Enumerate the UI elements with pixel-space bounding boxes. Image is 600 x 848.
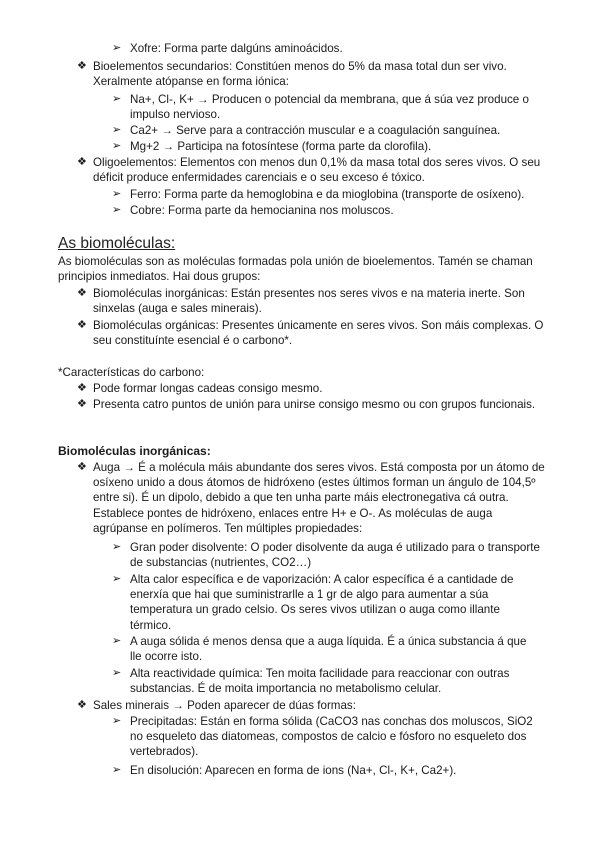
arrow-bullet-icon: ➢ (112, 715, 122, 727)
arrow-bullet-icon: ➢ (112, 764, 122, 776)
arrow-bullet-icon: ➢ (112, 42, 122, 54)
list-item-organicas: Biomoléculas orgánicas: Presentes únicamente en seres vivos. Son máis complexas. O seu constituínte esencial é o carbono*. (93, 319, 544, 348)
arrow-bullet-icon: ➢ (112, 635, 122, 647)
arrow-bullet-icon: ➢ (112, 124, 122, 136)
diamond-bullet-icon: ❖ (77, 287, 87, 299)
section-heading-biomoleculas: As biomoléculas: (58, 235, 176, 252)
list-item-secundarios: Bioelementos secundarios: Constitúen menos do 5% da masa total dun ser vivo. Xeralmente atópanse en forma iónica: (93, 60, 507, 89)
arrow-bullet-icon: ➢ (112, 573, 122, 585)
arrow-bullet-icon: ➢ (112, 140, 122, 152)
list-item-auga: Auga → É a molécula máis abundante dos seres vivos. Está composta por un átomo de osíxeno unido a dous átomos de hidróxeno (estes últimos forman un ángulo de 104,5º entre si). É un dipolo, debido a que ten unha parte máis electronegativa cá outra. Establece pontes de hidróxeno, enlaces entre H+ e O-. As moléculas de auga agrúpanse en polímeros. Ten múltiples propiedades: (93, 461, 545, 535)
list-item-solida: A auga sólida é menos densa que a auga líquida. É a única substancia á que lle ocorre isto. (130, 635, 527, 664)
carbono-title: *Características do carbono: (58, 366, 205, 379)
arrow-bullet-icon: ➢ (112, 93, 122, 105)
list-item-ca: Ca2+ → Serve para a contracción muscular e a coagulación sanguínea. (130, 124, 501, 137)
list-item-disolvente: Gran poder disolvente: O poder disolvente da auga é utilizado para o transporte de substancias (nutrientes, CO2…) (130, 541, 540, 570)
list-item-precipitadas: Precipitadas: Están en forma sólida (CaCO3 nas conchas dos moluscos, SiO2 no esqueleto das diatomeas, compostos de calcio e fósforo no esqueleto dos vertebrados). (130, 715, 533, 759)
diamond-bullet-icon: ❖ (77, 156, 87, 168)
diamond-bullet-icon: ❖ (77, 398, 87, 410)
list-item-ferro: Ferro: Forma parte da hemoglobina e da mioglobina (transporte de osíxeno). (130, 188, 525, 201)
arrow-bullet-icon: ➢ (112, 667, 122, 679)
diamond-bullet-icon: ❖ (77, 699, 87, 711)
arrow-bullet-icon: ➢ (112, 204, 122, 216)
list-item-disolucion: En disolución: Aparecen en forma de ions (Na+, Cl-, K+, Ca2+). (130, 764, 457, 777)
biomoleculas-intro: As biomoléculas son as moléculas formadas pola unión de bioelementos. Tamén se chaman principios inmediatos. Hai dous grupos: (58, 255, 533, 284)
list-item-carbono-1: Pode formar longas cadeas consigo mesmo. (93, 382, 323, 395)
arrow-bullet-icon: ➢ (112, 188, 122, 200)
list-item-carbono-2: Presenta catro puntos de unión para unirse consigo mesmo ou con grupos funcionais. (93, 398, 536, 411)
diamond-bullet-icon: ❖ (77, 382, 87, 394)
list-item-na: Na+, Cl-, K+ → Producen o potencial da membrana, que á súa vez produce o impulso nervioso. (130, 93, 529, 122)
list-item-calor: Alta calor específica e de vaporización: A calor específica é a cantidade de enerxía que hai que suministrarlle a 1 gr de algo para aumentar a súa temperatura un grado celsio. Os seres vivos utilizan o auga como illante térmico. (130, 573, 514, 632)
diamond-bullet-icon: ❖ (77, 60, 87, 72)
list-item-mg: Mg+2 → Participa na fotosíntese (forma parte da clorofila). (130, 140, 432, 153)
list-item-cobre: Cobre: Forma parte da hemocianina nos moluscos. (130, 204, 394, 217)
list-item-inorganicas: Biomoléculas inorgánicas: Están presentes nos seres vivos e na materia inerte. Son sinxelas (auga e sales minerais). (93, 287, 525, 316)
list-item-reactividade: Alta reactividade química: Ten moita facilidade para reaccionar con outras substancias. É de moita importancia no metabolismo celular. (130, 667, 510, 696)
list-item-xofre: Xofre: Forma parte dalgúns aminoácidos. (130, 42, 343, 55)
section-heading-inorganicas: Biomoléculas inorgánicas: (58, 444, 211, 458)
list-item-sales: Sales minerais → Poden aparecer de dúas formas: (93, 699, 356, 712)
diamond-bullet-icon: ❖ (77, 461, 87, 473)
list-item-oligo: Oligoelementos: Elementos con menos dun 0,1% da masa total dos seres vivos. O seu déficit produce enfermidades carenciais e o seu exceso é tóxico. (93, 156, 541, 185)
diamond-bullet-icon: ❖ (77, 319, 87, 331)
arrow-bullet-icon: ➢ (112, 541, 122, 553)
